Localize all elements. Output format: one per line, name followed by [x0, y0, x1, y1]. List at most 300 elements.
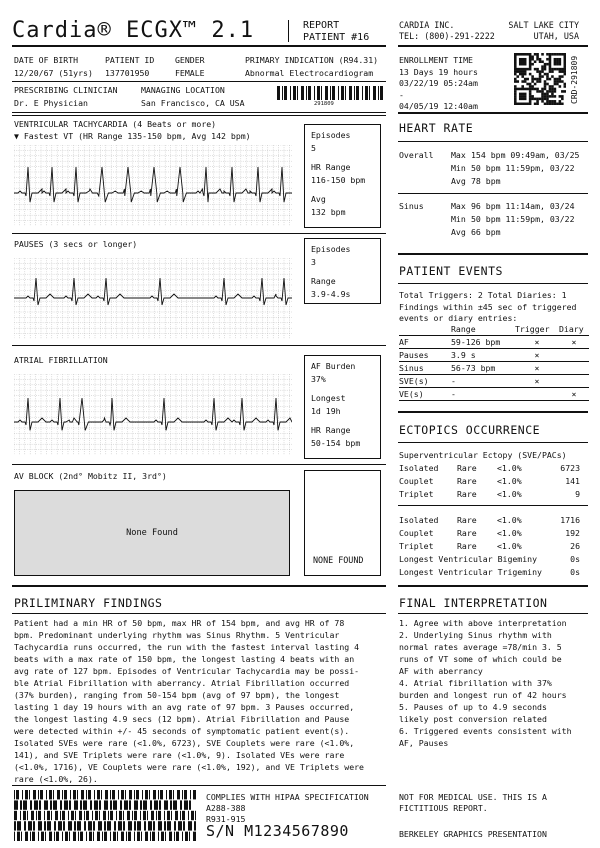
barcode-bar	[143, 800, 147, 809]
barcode-bar	[290, 86, 291, 100]
heart-rate-title: HEART RATE	[399, 121, 474, 135]
qr-module	[539, 90, 542, 93]
ectopic-row	[399, 462, 580, 475]
barcode-bar	[97, 790, 100, 799]
header-rule-left	[12, 45, 386, 47]
av-block-title: AV BLOCK (2nd° Mobitz II, 3rd°)	[14, 471, 167, 481]
barcode-bar	[38, 832, 39, 841]
qr-module	[529, 65, 532, 68]
barcode-bar	[104, 800, 108, 809]
vt-strip-subtitle: ▼ Fastest VT (HR Range 135-150 bpm, Avg 142 bpm)	[14, 131, 251, 141]
barcode-bar	[178, 821, 182, 830]
ectopic-row	[399, 488, 580, 501]
qr-module	[531, 63, 534, 66]
barcode-bar	[99, 811, 100, 820]
barcode-bar	[30, 800, 32, 809]
company-phone: TEL: (800)-291-2222	[399, 31, 495, 41]
qr-module	[549, 53, 552, 56]
events-cell: VE(s)	[399, 389, 424, 399]
qr-module	[559, 85, 562, 88]
barcode-bar	[22, 790, 23, 799]
vt-stat: Avg	[311, 194, 326, 204]
barcode-bar	[58, 821, 62, 830]
af-stat: 50-154 bpm	[311, 438, 361, 448]
hr-value: 78 bpm	[471, 176, 501, 186]
app-title: Cardia® ECGX™ 2.1	[12, 18, 255, 43]
serial-number: S/N M1234567890	[206, 822, 349, 840]
vt-stat: 132 bpm	[311, 207, 346, 217]
barcode-bar	[190, 790, 191, 799]
qr-module	[516, 103, 519, 105]
presentation-credit: BERKELEY GRAPHICS PRESENTATION	[399, 829, 547, 839]
barcode-row	[14, 821, 196, 830]
qr-module	[514, 68, 517, 71]
barcode-bar	[20, 800, 22, 809]
barcode-bar	[171, 811, 172, 820]
qr-module	[551, 103, 554, 105]
qr-module	[534, 88, 537, 91]
qr-module	[536, 98, 539, 101]
barcode-bar	[53, 800, 57, 809]
barcode-bar	[30, 832, 31, 841]
right-rule-8	[398, 505, 588, 506]
events-title: PATIENT EVENTS	[399, 264, 503, 278]
barcode-bar	[180, 800, 182, 809]
hr-sinus-label: Sinus	[399, 201, 424, 211]
events-col-diary: Diary	[559, 324, 584, 334]
barcode-bar	[191, 811, 194, 820]
qr-module	[564, 68, 566, 71]
qr-module	[514, 63, 517, 66]
barcode-bar	[182, 832, 183, 841]
enrollment-label: ENROLLMENT TIME	[399, 55, 473, 65]
qr-module	[546, 93, 549, 96]
qr-module	[541, 100, 544, 103]
pauses-stat: Episodes	[311, 244, 351, 254]
header-rule-right	[398, 45, 588, 47]
qr-module	[551, 93, 554, 96]
barcode-bar	[29, 790, 30, 799]
barcode-bar	[116, 811, 117, 820]
barcode-bar	[118, 790, 119, 799]
barcode-bar	[121, 790, 124, 799]
av-block-empty-area	[14, 490, 290, 576]
barcode-bar	[166, 790, 167, 799]
qr-module	[536, 70, 539, 73]
qr-module	[529, 95, 532, 98]
events-row	[399, 388, 589, 401]
qr-module	[539, 70, 542, 73]
qr-module	[554, 100, 557, 103]
events-cell: AF	[399, 337, 409, 347]
qr-module	[541, 70, 544, 73]
qr-module	[549, 70, 552, 73]
barcode-bar	[14, 832, 15, 841]
barcode-bar	[164, 811, 165, 820]
qr-module	[546, 103, 549, 105]
ectopic-count: 1716	[560, 515, 580, 525]
barcode-bar	[89, 832, 92, 841]
qr-module	[539, 75, 542, 78]
right-rule-6	[398, 411, 588, 413]
qr-module	[529, 60, 532, 63]
events-cell: ×	[534, 376, 540, 386]
disclaimer-line-2: FICTITIOUS REPORT.	[399, 803, 488, 813]
text-line: (<1.0%, 1716), VE Couplets were rare (<1.0%, 192), and VE Triplets were	[14, 762, 364, 772]
qr-module	[554, 103, 557, 105]
barcode-bar	[193, 832, 196, 841]
qr-module	[536, 90, 539, 93]
barcode-bar	[356, 86, 359, 100]
barcode-bar	[330, 86, 331, 100]
hr-value: 66 bpm	[471, 227, 501, 237]
barcode-bar	[14, 800, 18, 809]
qr-module	[521, 70, 524, 73]
qr-module	[554, 78, 557, 81]
barcode-bar	[49, 790, 52, 799]
qr-module	[551, 53, 554, 56]
report-label-block	[303, 20, 369, 44]
barcode-bar	[54, 821, 56, 830]
text-line: avg rate of 127 bpm. Episodes of Ventricular Tachycardia may be possi-	[14, 666, 360, 676]
af-stat: AF Burden	[311, 361, 356, 371]
af-stat: 37%	[311, 374, 326, 384]
barcode-bar	[38, 821, 42, 830]
qr-module	[556, 103, 559, 105]
qr-module	[554, 68, 557, 71]
hr-key: Min	[451, 163, 466, 173]
qr-module	[534, 103, 537, 105]
company-state: UTAH, USA	[533, 31, 579, 41]
barcode-bar	[145, 832, 148, 841]
barcode-bar	[92, 811, 93, 820]
text-line: AF, Pauses	[399, 738, 449, 748]
barcode-bar	[32, 832, 35, 841]
barcode-bar	[78, 832, 79, 841]
barcode-bar	[345, 86, 346, 100]
vt-ecg-strip	[14, 145, 292, 226]
barcode-bar	[174, 832, 175, 841]
ectopic-cell: Triplet	[399, 541, 434, 551]
barcode-bar	[158, 790, 159, 799]
barcode-bar	[349, 86, 352, 100]
hr-value: 50 bpm 11:59pm, 03/22	[471, 163, 575, 173]
text-line: normal rates average =78/min 3. 5	[399, 642, 562, 652]
qr-module	[561, 80, 564, 83]
qr-module	[514, 93, 517, 96]
qr-module	[529, 100, 532, 103]
qr-module	[536, 103, 539, 105]
hr-key: Avg	[451, 227, 466, 237]
barcode-bar	[141, 832, 142, 841]
barcode-bar	[153, 790, 156, 799]
ectopic-row	[399, 540, 580, 553]
qr-module	[514, 95, 517, 98]
qr-module	[539, 60, 542, 63]
findings-title: PRILIMINARY FINDINGS	[14, 596, 163, 610]
barcode-bar	[151, 811, 154, 820]
barcode-bar	[112, 790, 115, 799]
events-note: Findings within ±45 sec of triggered events or diary entries:	[399, 302, 577, 323]
clinician-label: PRESCRIBING CLINICIAN	[14, 85, 118, 95]
qr-module	[531, 88, 534, 91]
barcode-bar	[365, 86, 368, 100]
af-strip-title: ATRIAL FIBRILLATION	[14, 355, 108, 365]
qr-module	[536, 58, 539, 61]
text-line: ble Atrial Fibrillation with aberrancy. Atrial Fibrillation occurred	[14, 678, 350, 688]
events-cell: 59-126 bpm	[451, 337, 501, 347]
qr-module	[564, 60, 566, 63]
qr-module	[544, 95, 547, 98]
barcode-bar	[160, 790, 163, 799]
qr-module	[516, 68, 519, 71]
qr-module	[559, 68, 562, 71]
qr-module	[521, 60, 524, 63]
qr-module	[521, 93, 524, 96]
ectopic-cell: Couplet	[399, 528, 434, 538]
barcode-bar	[17, 832, 20, 841]
qr-module	[551, 68, 554, 71]
vt-strip-title-block	[14, 118, 251, 142]
text-line: beats with a max rate of 150 bpm, the longest lasting 4 beats with an	[14, 654, 355, 664]
barcode-bar	[69, 832, 70, 841]
text-line: likely post conversion related	[399, 714, 547, 724]
qr-module	[514, 88, 517, 91]
pauses-stat: 3.9-4.9s	[311, 289, 351, 299]
barcode-bar	[74, 800, 78, 809]
hipaa-text: COMPLIES WITH HIPAA SPECIFICATION	[206, 792, 369, 802]
qr-module	[529, 55, 532, 58]
qr-module	[519, 93, 522, 96]
qr-module	[544, 80, 547, 83]
qr-module	[531, 85, 534, 88]
barcode-row	[14, 800, 191, 809]
events-cell: ×	[534, 350, 540, 360]
barcode-bar	[68, 821, 72, 830]
barcode-bar	[314, 86, 315, 100]
barcode-bar	[169, 832, 172, 841]
ectopic-count: 9	[575, 489, 580, 499]
qr-module	[536, 55, 539, 58]
qr-module	[554, 88, 557, 91]
qr-module	[514, 73, 517, 76]
barcode-bar	[189, 800, 191, 809]
qr-module	[559, 100, 562, 103]
qr-module	[534, 83, 537, 86]
barcode-bar	[140, 811, 141, 820]
barcode-bar	[159, 800, 161, 809]
barcode-bar	[373, 86, 376, 100]
qr-module	[554, 80, 557, 83]
barcode-bar	[137, 821, 141, 830]
ectopic-cell: <1.0%	[497, 489, 522, 499]
qr-module	[531, 80, 534, 83]
barcode-bar	[142, 790, 143, 799]
qr-module	[564, 55, 566, 58]
events-cell: ×	[571, 337, 577, 347]
bigeminy-label: Longest Ventricular Bigeminy	[399, 554, 538, 564]
qr-module	[559, 63, 562, 66]
trigeminy-label: Longest Ventricular Trigeminy	[399, 567, 542, 577]
barcode-bar	[170, 800, 172, 809]
qr-module	[524, 98, 527, 101]
barcode-bar	[54, 832, 55, 841]
barcode-bar	[97, 832, 100, 841]
qr-module	[554, 63, 557, 66]
qr-module	[559, 53, 562, 56]
qr-module	[526, 68, 529, 71]
barcode-bar	[124, 800, 128, 809]
interp-rule	[398, 585, 588, 587]
barcode-bar	[149, 790, 150, 799]
barcode-bar	[44, 821, 46, 830]
qr-module	[551, 70, 554, 73]
patient-barcode-number: 291809	[314, 101, 334, 107]
text-line: Isolated SVEs were rare (<1.0%, 6723), SVE Couplets were rare (<1.0%,	[14, 738, 355, 748]
qr-module	[551, 100, 554, 103]
qr-module	[521, 68, 524, 71]
barcode-bar	[120, 800, 122, 809]
qr-module	[541, 68, 544, 71]
barcode-bar	[113, 832, 116, 841]
location-field	[141, 84, 245, 110]
qr-module	[514, 98, 517, 101]
qr-module	[519, 103, 522, 105]
qr-module	[524, 60, 527, 63]
barcode-bar	[148, 821, 152, 830]
barcode-bar	[188, 821, 192, 830]
qr-module	[531, 75, 534, 78]
vt-stat: Episodes	[311, 130, 351, 140]
hr-value: 50 bpm 11:59pm, 03/22	[471, 214, 575, 224]
qr-module	[524, 70, 527, 73]
qr-module	[546, 98, 549, 101]
barcode-bar	[158, 811, 161, 820]
barcode-bar	[102, 832, 103, 841]
text-line: 1. Agree with above interpretation	[399, 618, 567, 628]
barcode-bar	[123, 821, 125, 830]
barcode-row	[14, 790, 196, 799]
qr-module	[549, 88, 552, 91]
qr-module	[556, 58, 559, 61]
disclaimer-line-1: NOT FOR MEDICAL USE. THIS IS A	[399, 792, 547, 802]
qr-module	[561, 98, 564, 101]
qr-module	[519, 63, 522, 66]
patient-rule-2	[12, 112, 386, 113]
qr-module	[539, 73, 542, 76]
qr-module	[559, 78, 562, 81]
qr-module	[529, 53, 532, 56]
qr-module	[541, 95, 544, 98]
qr-module	[521, 95, 524, 98]
barcode-bar	[104, 832, 107, 841]
pauses-strip-title: PAUSES (3 secs or longer)	[14, 239, 138, 249]
qr-module	[514, 58, 517, 61]
barcode-bar	[173, 790, 174, 799]
ectopics-title: ECTOPICS OCCURRENCE	[399, 423, 541, 437]
qr-module	[529, 90, 532, 93]
text-line: the longest lasting 4.9 secs (12 bpm). Atrial Fibrillation and Pause	[14, 714, 350, 724]
events-cell: ×	[534, 363, 540, 373]
barcode-bar	[378, 86, 379, 100]
strip-rule-1	[12, 233, 386, 234]
qr-module	[561, 95, 564, 98]
ectopic-cell: Rare	[457, 463, 477, 473]
qr-module	[564, 73, 566, 76]
text-line: 5. Pauses of up to 4.9 seconds	[399, 702, 547, 712]
barcode-bar	[46, 790, 47, 799]
qr-module	[544, 73, 547, 76]
qr-module	[536, 68, 539, 71]
text-line: Patient had a min HR of 50 bpm, max HR of 154 bpm, and avg HR of 78	[14, 618, 345, 628]
barcode-bar	[125, 790, 126, 799]
qr-module	[519, 98, 522, 101]
barcode-bar	[174, 821, 176, 830]
interpretation-title: FINAL INTERPRETATION	[399, 596, 548, 610]
barcode-bar	[182, 811, 185, 820]
qr-module	[526, 103, 529, 105]
pauses-ecg-strip	[14, 258, 292, 339]
qr-module	[514, 103, 517, 105]
qr-module	[534, 68, 537, 71]
qr-module	[556, 60, 559, 63]
qr-module	[524, 68, 527, 71]
strips-top-rule	[12, 115, 386, 116]
barcode-bar	[308, 86, 311, 100]
qr-module	[561, 75, 564, 78]
qr-module	[561, 103, 564, 105]
barcode-bar	[73, 832, 76, 841]
barcode-bar	[113, 800, 117, 809]
ectopic-cell: <1.0%	[497, 476, 522, 486]
barcode-bar	[175, 811, 178, 820]
events-row	[399, 362, 589, 375]
qr-module	[556, 63, 559, 66]
qr-module	[531, 98, 534, 101]
qr-module	[529, 73, 532, 76]
qr-module	[524, 88, 527, 91]
barcode-bar	[108, 811, 109, 820]
barcode-bar	[188, 811, 189, 820]
barcode-bar	[132, 811, 133, 820]
qr-module	[529, 83, 532, 86]
text-line: rare (<1.0%, 26).	[14, 774, 98, 784]
qr-module	[561, 90, 564, 93]
company-name: CARDIA INC.	[399, 20, 455, 30]
hr-key: Avg	[451, 176, 466, 186]
report-label: REPORT	[303, 20, 340, 31]
events-cell: -	[451, 376, 456, 386]
strip-rule-2	[12, 345, 386, 346]
enrollment-duration: 13 Days 19 hours	[399, 66, 478, 77]
qr-module	[526, 53, 529, 56]
qr-module	[556, 68, 559, 71]
qr-module	[556, 78, 559, 81]
av-block-none-found-side: NONE FOUND	[313, 555, 364, 565]
qr-module	[521, 98, 524, 101]
qr-module	[516, 80, 519, 83]
barcode-bar	[338, 86, 339, 100]
barcode-bar	[39, 800, 41, 809]
barcode-bar	[55, 811, 58, 820]
qr-module	[521, 85, 524, 88]
ectopic-count: 141	[565, 476, 580, 486]
footer-barcode	[14, 790, 196, 842]
qr-module	[549, 85, 552, 88]
company-block	[399, 20, 579, 42]
qr-module	[559, 60, 562, 63]
barcode-bar	[282, 86, 283, 100]
